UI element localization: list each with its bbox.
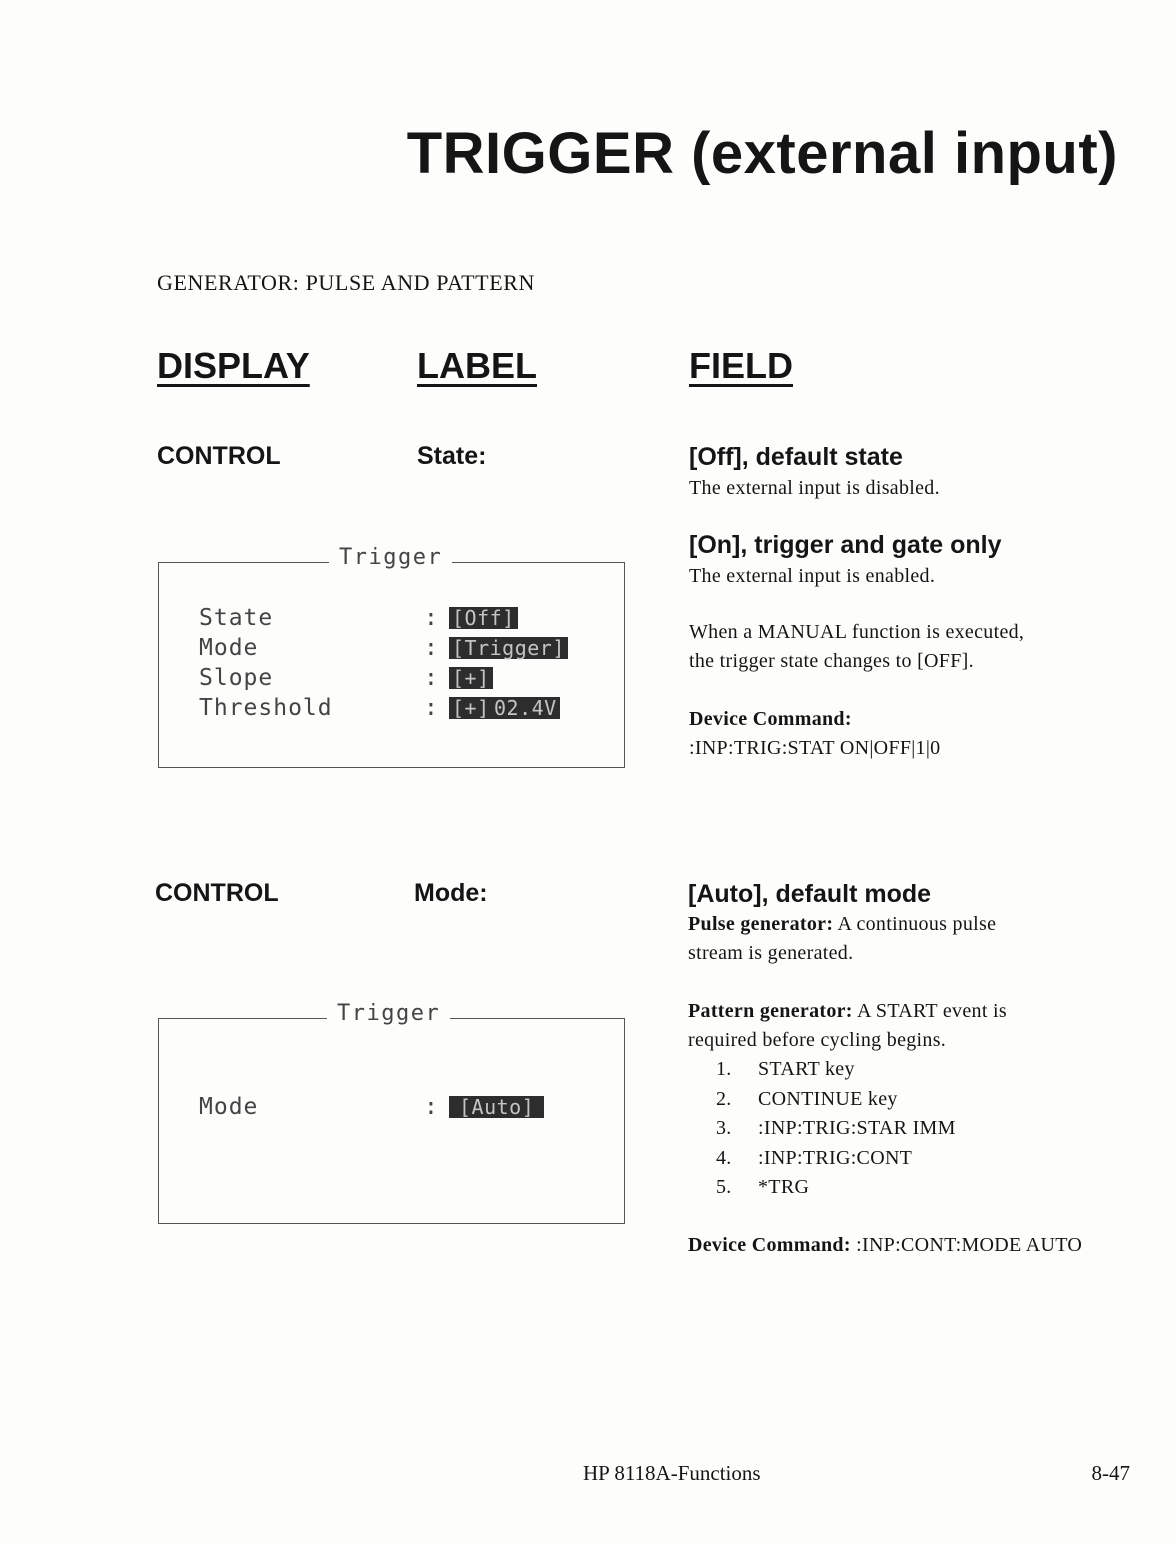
field-on-heading: [On], trigger and gate only — [689, 531, 1002, 559]
column-header-label: LABEL — [417, 345, 537, 386]
list-item: 4. :INP:TRIG:CONT — [716, 1146, 913, 1169]
section-label-mode: Mode: — [414, 879, 488, 907]
field-on-description: The external input is enabled. — [689, 565, 936, 587]
mode-value-field[interactable]: [Trigger] — [449, 637, 568, 659]
panel-row-mode: Mode : [Auto] — [199, 1094, 258, 1120]
state-value-field[interactable]: [Off] — [449, 607, 518, 629]
trigger-display-panel-mode — [158, 1001, 625, 1224]
pattern-generator-line2: required before cycling begins. — [688, 1029, 947, 1051]
row-name: Threshold — [199, 695, 333, 721]
mode-auto-value-field[interactable]: [Auto] — [449, 1096, 544, 1118]
row-name: Mode — [199, 1094, 259, 1120]
pulse-generator-line1 — [688, 910, 996, 939]
page-title: TRIGGER (external input) — [406, 121, 1118, 186]
generator-subtitle: GENERATOR: PULSE AND PATTERN — [157, 270, 536, 295]
column-header-display: DISPLAY — [157, 345, 310, 386]
panel-row-slope: Slope : [+] — [199, 665, 273, 691]
list-item: 5. *TRG — [716, 1176, 810, 1198]
list-item: 2. CONTINUE key — [716, 1087, 898, 1110]
device-command-state: :INP:TRIG:STAT ON|OFF|1|0 — [689, 737, 941, 759]
panel-row-threshold: Threshold : [+] 02.4V — [199, 695, 333, 721]
section-label-state: State: — [417, 442, 487, 470]
slope-value-field[interactable]: [+] — [449, 667, 493, 689]
device-command-label: Device Command: — [689, 708, 852, 730]
list-item: 3. :INP:TRIG:STAR IMM — [716, 1117, 956, 1139]
field-off-heading: [Off], default state — [689, 443, 903, 471]
panel-title: Trigger — [327, 1001, 450, 1026]
row-name: Slope — [199, 665, 274, 691]
section-display-control: CONTROL — [155, 879, 279, 907]
row-name: State — [199, 605, 274, 631]
pulse-generator-label: Pulse generator: — [688, 913, 834, 935]
pattern-generator-line1 — [688, 997, 1007, 1026]
panel-row-state: State : [Off] — [199, 605, 273, 631]
footer-manual-name: HP 8118A-Functions — [583, 1461, 761, 1485]
threshold-sign-field[interactable]: [+] — [449, 697, 493, 719]
device-command-label: Device Command: — [688, 1234, 851, 1256]
field-auto-heading: [Auto], default mode — [688, 880, 932, 908]
footer-page-number: 8-47 — [1091, 1461, 1130, 1485]
device-command-mode-line — [688, 1231, 1082, 1260]
list-item: 1. START key — [716, 1058, 855, 1080]
pulse-generator-text: A continuous pulse — [837, 913, 997, 935]
pattern-generator-text: A START event is — [856, 1000, 1007, 1022]
column-header-field: FIELD — [689, 345, 793, 386]
row-name: Mode — [199, 635, 259, 661]
panel-row-mode: Mode : [Trigger] — [199, 635, 258, 661]
pattern-generator-label: Pattern generator: — [688, 1000, 853, 1022]
trigger-display-panel-state — [158, 545, 625, 768]
pulse-generator-line2: stream is generated. — [688, 942, 854, 964]
manual-note-line1: When a MANUAL function is executed, — [689, 621, 1025, 643]
field-off-description: The external input is disabled. — [689, 477, 940, 499]
panel-title: Trigger — [329, 545, 452, 570]
device-command-mode: :INP:CONT:MODE AUTO — [856, 1234, 1083, 1256]
start-methods-list — [716, 1055, 956, 1203]
section-display-control: CONTROL — [157, 442, 281, 470]
threshold-level-field[interactable]: 02.4V — [491, 697, 560, 719]
manual-note-line2: the trigger state changes to [OFF]. — [689, 650, 974, 672]
